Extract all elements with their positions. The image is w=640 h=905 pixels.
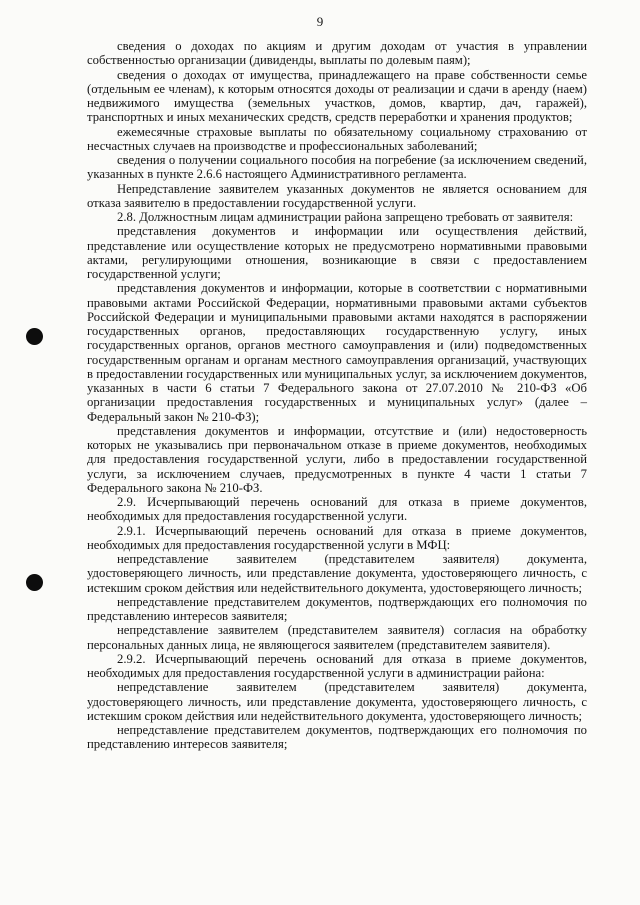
paragraph: непредставление заявителем (представителем заявителя) документа, удостоверяющего личность, или представление документа, удостоверяющего личность, с истекшим сроком действия или недействительного документа, удостоверяющего личность; bbox=[87, 552, 587, 595]
paragraph: 2.9. Исчерпывающий перечень оснований для отказа в приеме документов, необходимых для предоставления государственной услуги. bbox=[87, 495, 587, 524]
paragraph: 2.9.1. Исчерпывающий перечень оснований для отказа в приеме документов, необходимых для предоставления государственной услуги в МФЦ: bbox=[87, 523, 587, 552]
punch-hole-mark bbox=[26, 328, 43, 345]
punch-hole-mark bbox=[26, 574, 43, 591]
paragraph: непредставление заявителем (представителем заявителя) согласия на обработку персональных данных лица, не являющегося заявителем (представителем заявителя). bbox=[87, 623, 587, 652]
paragraph: 2.9.2. Исчерпывающий перечень оснований для отказа в приеме документов, необходимых для предоставления государственной услуги в администрации района: bbox=[87, 651, 587, 680]
paragraph: 2.8. Должностным лицам администрации района запрещено требовать от заявителя: bbox=[117, 210, 574, 224]
paragraph: непредставление представителем документов, подтверждающих его полномочия по представлению интересов заявителя; bbox=[87, 723, 587, 752]
paragraph: сведения о доходах от имущества, принадлежащего на праве собственности семье (отдельным ее членам), к которым относятся доходы от реализации и сдачи в аренду (наем) недвижимого имущества (земельных участков, домов, квартир, дач, гаражей), транспортных и иных механических средств, средств переработки и хранения продуктов; bbox=[87, 67, 587, 125]
paragraph: сведения о доходах по акциям и другим доходам от участия в управлении собственностью организации (дивиденды, выплаты по долевым паям); bbox=[87, 39, 587, 68]
paragraph: непредставление заявителем (представителем заявителя) документа, удостоверяющего личность, или представление документа, удостоверяющего личность, с истекшим сроком действия или недействительного документа, удостоверяющего личность; bbox=[87, 680, 587, 723]
document-body bbox=[87, 39, 587, 752]
paragraph: представления документов и информации, которые в соответствии с нормативными правовыми актами Российской Федерации, нормативными правовыми актами субъектов Российской Федерации и муниципальными правовыми актами находятся в распоряжении государственных органов, предоставляющих государственную услугу, иных государственных органов, органов местного самоуправления и (или) подведомственных государственным органам и органам местного самоуправления организаций, участвующих в предоставлении государственных или муниципальных услуг, за исключением документов, указанных в части 6 статьи 7 Федерального закона от 27.07.2010 № 210-ФЗ «Об организации предоставления государственных и муниципальных услуг» (далее – Федеральный закон № 210-ФЗ); bbox=[87, 281, 587, 424]
paragraph: представления документов и информации или осуществления действий, представление или осуществление которых не предусмотрено нормативными правовыми актами, регулирующими отношения, возникающие в связи с предоставлением государственной услуги; bbox=[87, 224, 587, 281]
paragraph: Непредставление заявителем указанных документов не является основанием для отказа заявителю в предоставлении государственной услуги. bbox=[87, 181, 587, 210]
page-number: 9 bbox=[316, 14, 324, 29]
paragraph: ежемесячные страховые выплаты по обязательному социальному страхованию от несчастных случаев на производстве и профессиональных заболеваний; bbox=[87, 124, 587, 153]
paragraph: представления документов и информации, отсутствие и (или) недостоверность которых не указывались при первоначальном отказе в приеме документов, необходимых для предоставления государственной услуги, либо в предоставлении государственной услуги, за исключением случаев, предусмотренных в пункте 4 части 1 статьи 7 Федерального закона № 210-ФЗ. bbox=[87, 423, 587, 495]
paragraph: непредставление представителем документов, подтверждающих его полномочия по представлению интересов заявителя; bbox=[87, 594, 587, 623]
paragraph: сведения о получении социального пособия на погребение (за исключением сведений, указанных в пункте 2.6.6 настоящего Административного регламента. bbox=[87, 153, 587, 182]
